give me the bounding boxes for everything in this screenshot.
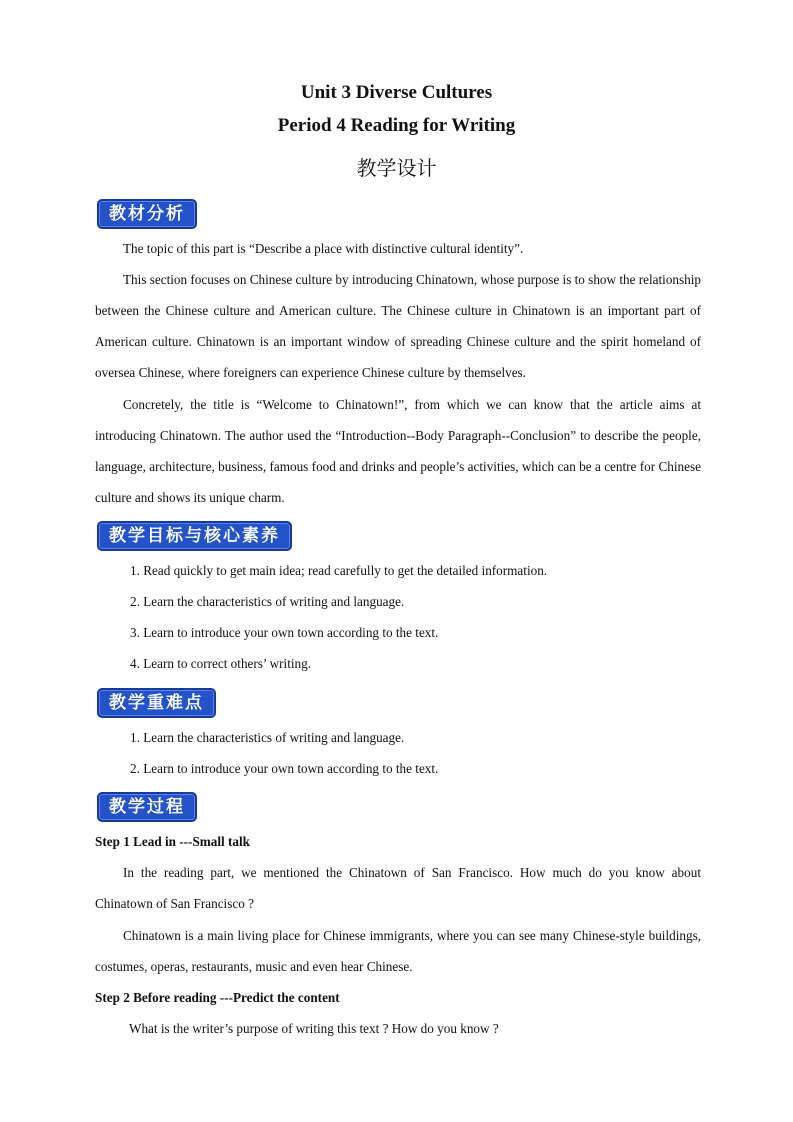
objective-item: 2. Learn the characteristics of writing and language. [130, 594, 405, 609]
difficulty-item: 1. Learn the characteristics of writing and language. [130, 730, 405, 745]
difficulty-item: 2. Learn to introduce your own town according to the text. [130, 761, 439, 776]
step1-answer: Chinatown is a main living place for Chinese immigrants, where you can see many Chinese-style buildings, costumes, operas, restaurants, music and even hear Chinese. [95, 928, 701, 974]
step2-title: Step 2 Before reading ---Predict the content [95, 990, 340, 1005]
step1-title: Step 1 Lead in ---Small talk [95, 834, 250, 849]
paragraph-section-focus: This section focuses on Chinese culture by introducing Chinatown, whose purpose is to show the relationship between the Chinese culture and American culture. The Chinese culture in Chinatown is an important part of American culture. Chinatown is an important window of spreading Chinese culture and the spirit homeland of oversea Chinese, where foreigners can experience Chinese culture by themselves. [95, 272, 701, 380]
paragraph-topic: The topic of this part is “Describe a place with distinctive cultural identity”. [123, 241, 524, 256]
section-badge-teaching-process: 教学过程 [97, 792, 197, 822]
section-badge-teaching-objectives: 教学目标与核心素养 [97, 521, 292, 551]
document-title-line1: Unit 3 Diverse Cultures [300, 82, 493, 103]
step1-question: In the reading part, we mentioned the Chinatown of San Francisco. How much do you know about Chinatown of San Francisco ? [95, 865, 701, 911]
section-badge-textbook-analysis: 教材分析 [97, 199, 197, 229]
document-title-chinese: 教学设计 [356, 156, 437, 180]
document-title-line2: Period 4 Reading for Writing [277, 115, 516, 136]
step2-question: What is the writer’s purpose of writing this text ? How do you know ? [129, 1021, 499, 1036]
objective-item: 1. Read quickly to get main idea; read carefully to get the detailed information. [130, 563, 548, 578]
section-badge-key-difficulties: 教学重难点 [97, 688, 216, 718]
objective-item: 4. Learn to correct others’ writing. [130, 656, 312, 671]
paragraph-concretely: Concretely, the title is “Welcome to Chinatown!”, from which we can know that the article aims at introducing Chinatown. The author used the “Introduction--Body Paragraph--Conclusion” to describe the people, language, architecture, business, famous food and drinks and people’s activities, which can be a centre for Chinese culture and shows its unique charm. [95, 397, 701, 505]
objective-item: 3. Learn to introduce your own town according to the text. [130, 625, 439, 640]
